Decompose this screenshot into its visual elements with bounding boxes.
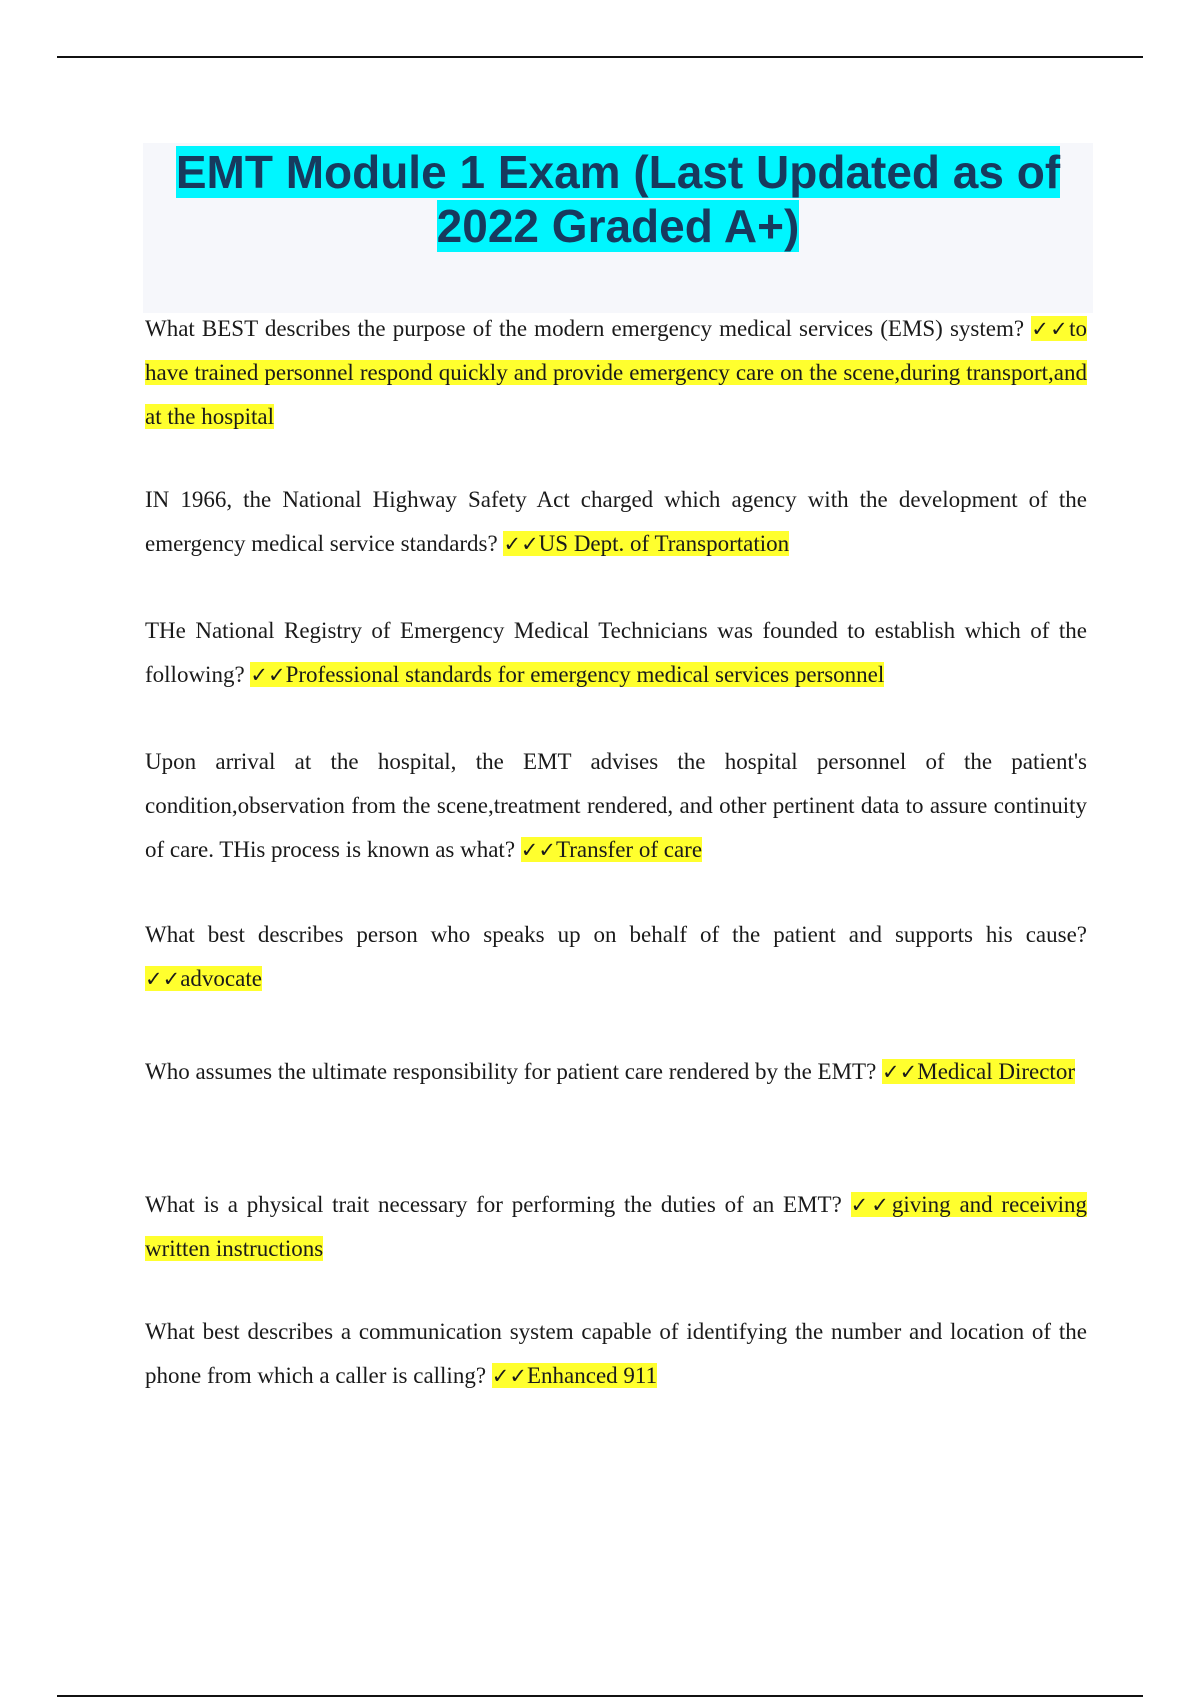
document-title <box>143 143 1093 253</box>
question-text: What best describes person who speaks up on behalf of the patient and supports his cause? <box>145 922 1087 947</box>
check-icon: ✓✓ <box>503 532 539 556</box>
question-text: THe National Registry of Emergency Medical Technicians was founded to establish which of the following? <box>145 618 1087 687</box>
question-text: Who assumes the ultimate responsibility for patient care rendered by the EMT? <box>145 1059 877 1084</box>
check-icon: ✓✓ <box>850 1193 892 1217</box>
qa-item <box>145 913 1087 1001</box>
qa-item <box>145 478 1087 566</box>
check-icon: ✓✓ <box>1031 317 1070 341</box>
title-block <box>143 143 1093 313</box>
question-text: IN 1966, the National Highway Safety Act charged which agency with the development of the emergency medical service standards? <box>145 487 1087 556</box>
answer-text: ✓✓Enhanced 911 <box>491 1363 658 1388</box>
document-title-text: EMT Module 1 Exam (Last Updated as of 2022 Graded A+) <box>175 146 1061 252</box>
qa-item <box>145 1050 1087 1094</box>
question-text: What is a physical trait necessary for performing the duties of an EMT? <box>145 1192 842 1217</box>
answer-text: ✓✓advocate <box>145 966 262 991</box>
qa-item <box>145 740 1087 872</box>
qa-item <box>145 1183 1087 1271</box>
check-icon: ✓✓ <box>520 838 556 862</box>
check-icon: ✓✓ <box>145 967 181 991</box>
answer-text: ✓✓Medical Director <box>882 1059 1075 1084</box>
check-icon: ✓✓ <box>250 663 286 687</box>
answer-text: ✓✓Professional standards for emergency medical services personnel <box>250 662 885 687</box>
qa-item <box>145 1310 1087 1398</box>
qa-item <box>145 307 1087 439</box>
check-icon: ✓✓ <box>882 1060 918 1084</box>
answer-text: ✓✓to have trained personnel respond quickly and provide emergency care on the scene,during transport,and at the hospital <box>145 316 1087 429</box>
check-icon: ✓✓ <box>491 1364 527 1388</box>
question-text: What BEST describes the purpose of the modern emergency medical services (EMS) system? <box>145 316 1025 341</box>
top-rule <box>57 56 1143 58</box>
bottom-rule <box>57 1695 1143 1697</box>
question-text: What best describes a communication system capable of identifying the number and location of the phone from which a caller is calling? <box>145 1319 1087 1388</box>
qa-item <box>145 609 1087 697</box>
question-text: Upon arrival at the hospital, the EMT advises the hospital personnel of the patient's condition,observation from the scene,treatment rendered, and other pertinent data to assure continuity of care. THis process is known as what? <box>145 749 1087 862</box>
answer-text: ✓✓Transfer of care <box>520 837 703 862</box>
answer-text: ✓✓giving and receiving written instructions <box>145 1192 1087 1261</box>
answer-text: ✓✓US Dept. of Transportation <box>503 531 790 556</box>
